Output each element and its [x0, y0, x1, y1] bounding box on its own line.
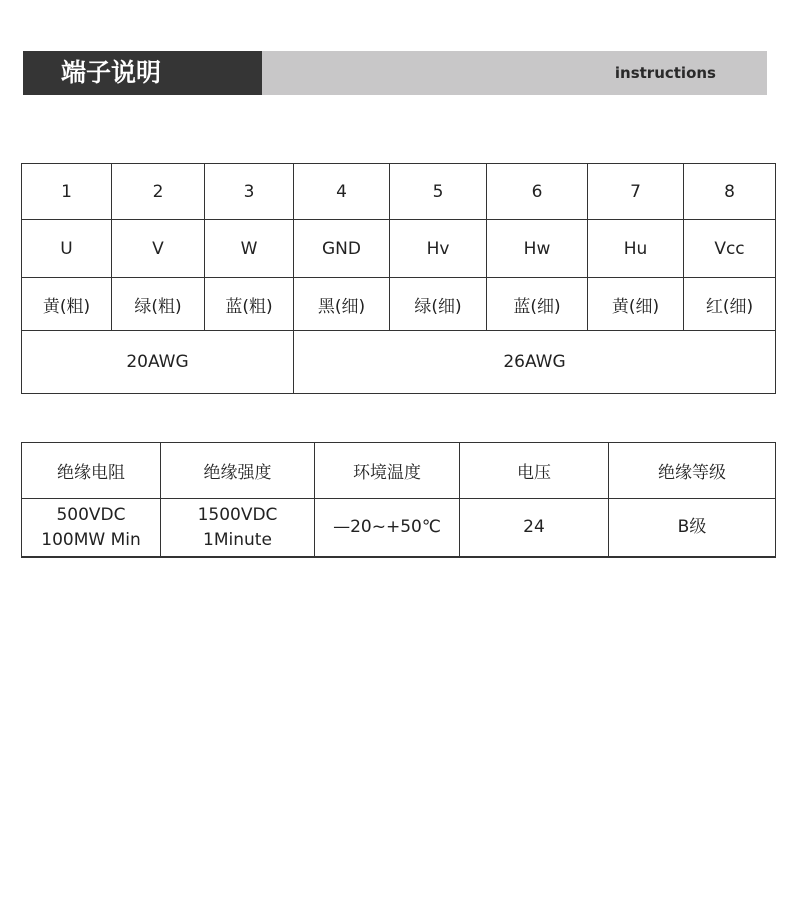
pin-number: 2	[112, 164, 205, 220]
ambient-temperature-value: —20~+50℃	[315, 499, 460, 558]
section-title: 端子说明	[23, 51, 262, 95]
pin-number: 8	[684, 164, 776, 220]
wire-color: 红(细)	[684, 278, 776, 331]
terminal-pin-table	[21, 163, 776, 394]
insulation-strength-line: 1Minute	[203, 529, 272, 550]
wire-gauge-thick: 20AWG	[22, 331, 294, 394]
section-subtitle: instructions	[614, 64, 716, 82]
pin-number: 7	[588, 164, 684, 220]
wire-color: 黄(粗)	[22, 278, 112, 331]
wire-color: 绿(细)	[390, 278, 487, 331]
pin-signal: W	[205, 220, 294, 278]
wire-color: 蓝(粗)	[205, 278, 294, 331]
pin-number-row	[22, 164, 776, 220]
spec-header: 电压	[460, 443, 609, 499]
pin-signal: Hw	[487, 220, 588, 278]
spec-header-row	[22, 443, 776, 499]
insulation-strength-line: 1500VDC	[197, 504, 278, 525]
insulation-class-value: B级	[609, 499, 776, 558]
electrical-spec-table	[21, 442, 776, 558]
pin-signal: V	[112, 220, 205, 278]
wire-color: 黑(细)	[294, 278, 390, 331]
section-header	[23, 51, 767, 95]
pin-signal: Hv	[390, 220, 487, 278]
pin-signal: Hu	[588, 220, 684, 278]
spec-header: 环境温度	[315, 443, 460, 499]
pin-signal-row	[22, 220, 776, 278]
pin-signal: U	[22, 220, 112, 278]
pin-number: 1	[22, 164, 112, 220]
pin-number: 5	[390, 164, 487, 220]
insulation-strength-value	[161, 499, 315, 558]
spec-header: 绝缘强度	[161, 443, 315, 499]
wire-gauge-thin: 26AWG	[294, 331, 776, 394]
insulation-resistance-line: 500VDC	[56, 504, 126, 525]
insulation-resistance-value	[22, 499, 161, 558]
wire-color: 蓝(细)	[487, 278, 588, 331]
pin-number: 4	[294, 164, 390, 220]
spec-header: 绝缘等级	[609, 443, 776, 499]
pin-signal: GND	[294, 220, 390, 278]
wire-color: 绿(粗)	[112, 278, 205, 331]
spec-header: 绝缘电阻	[22, 443, 161, 499]
spec-value-row	[22, 499, 776, 558]
insulation-resistance-line: 100MW Min	[41, 529, 141, 550]
wire-color: 黄(细)	[588, 278, 684, 331]
wire-gauge-row	[22, 331, 776, 394]
pin-number: 6	[487, 164, 588, 220]
pin-number: 3	[205, 164, 294, 220]
wire-color-row	[22, 278, 776, 331]
pin-signal: Vcc	[684, 220, 776, 278]
voltage-value: 24	[460, 499, 609, 558]
